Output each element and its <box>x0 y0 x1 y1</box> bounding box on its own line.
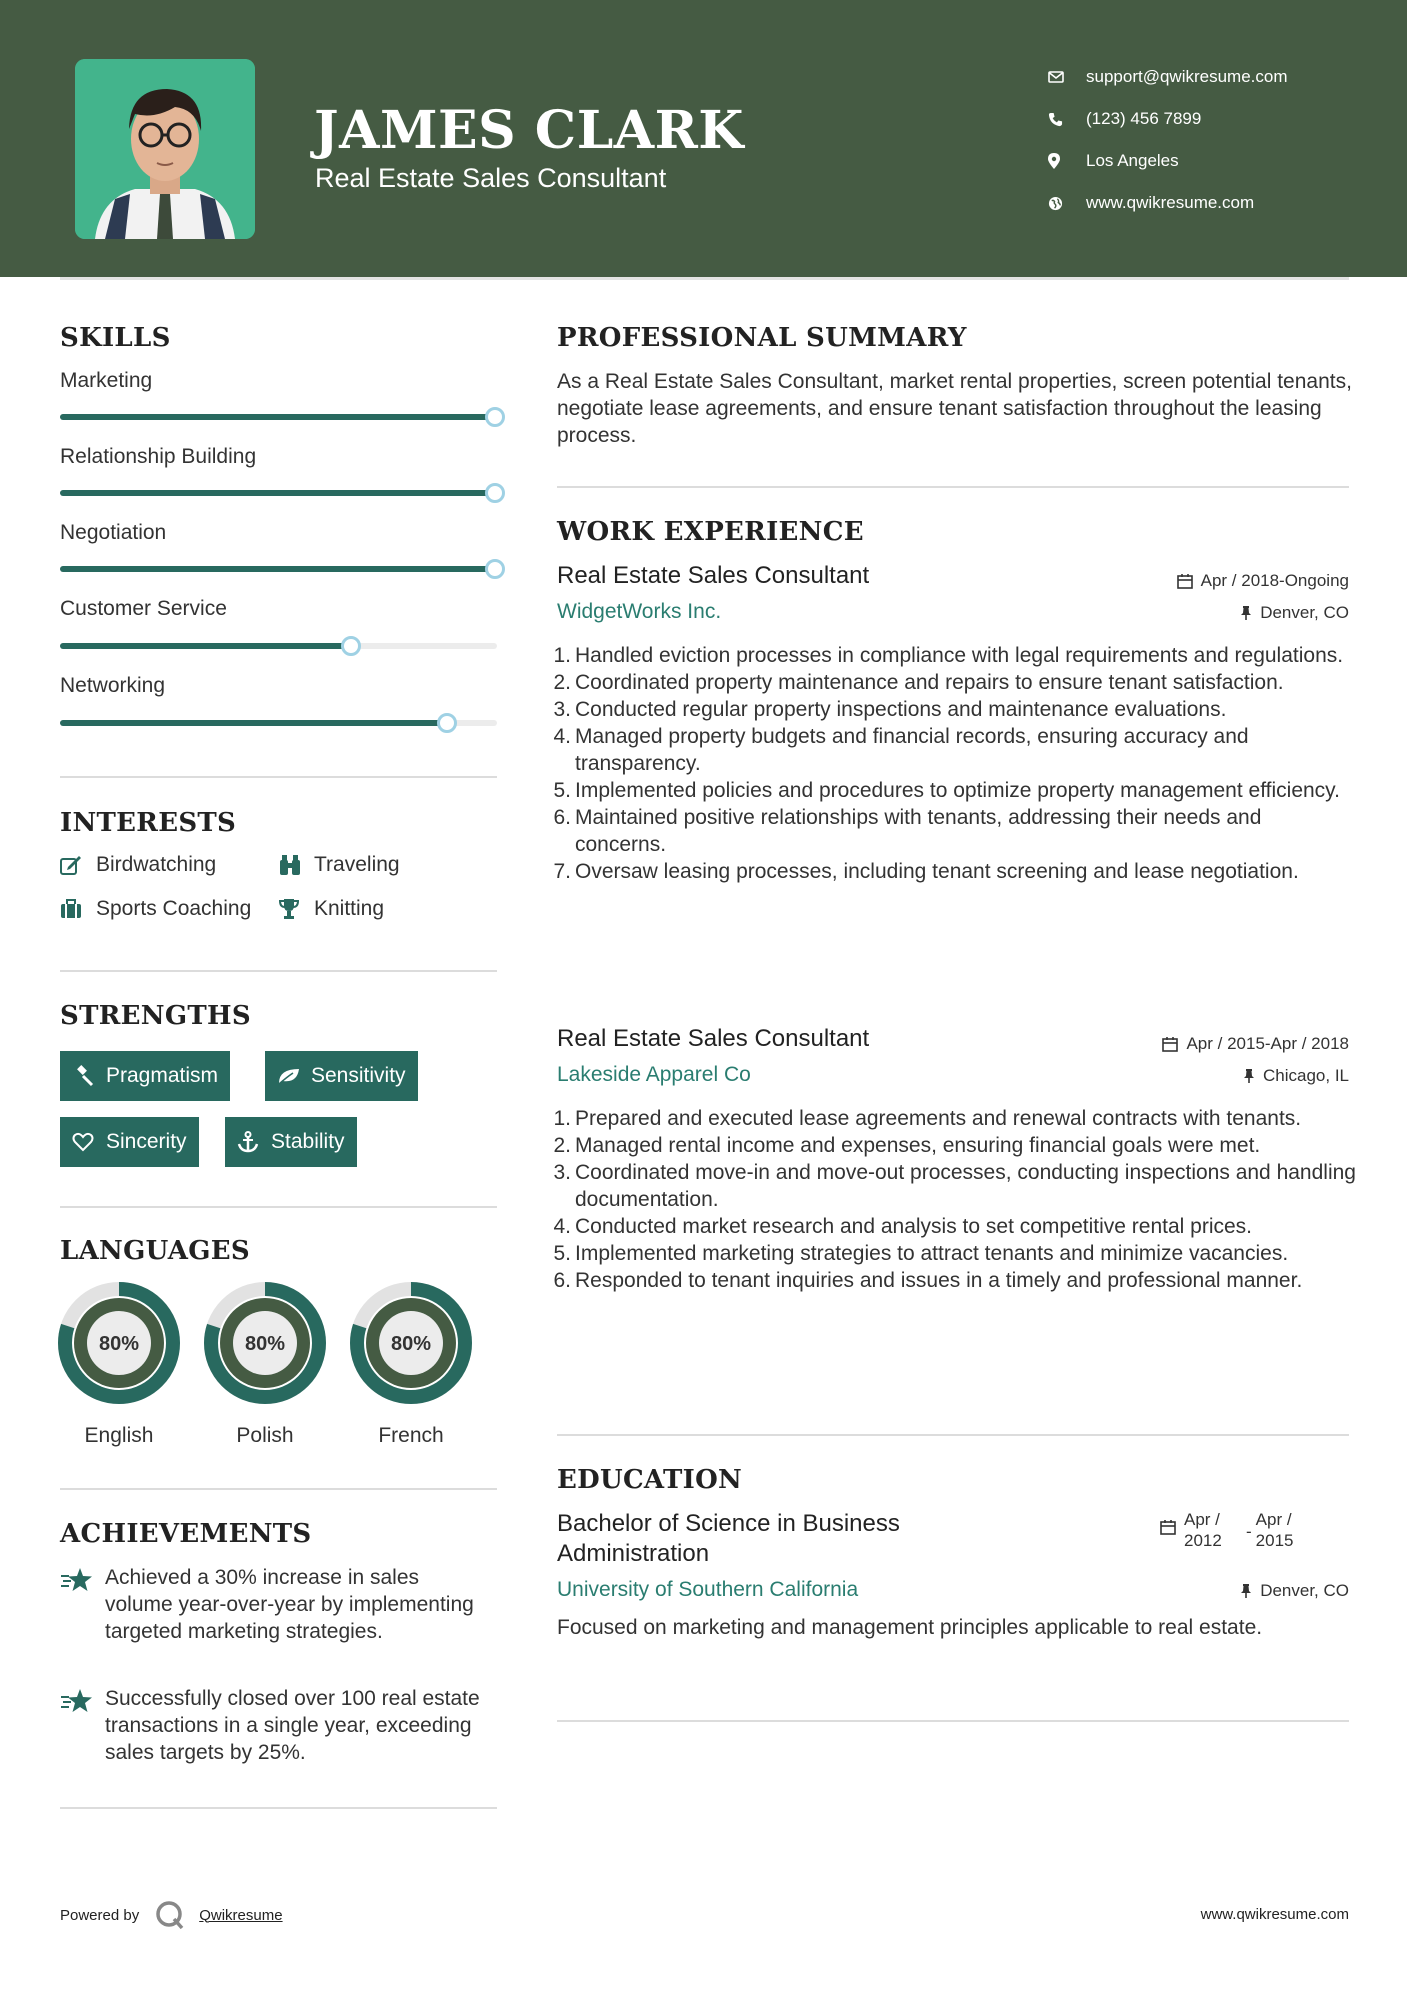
duty-text: Maintained positive relationships with tenants, addressing their needs and concerns. <box>575 806 1262 856</box>
duty-item: 4. Managed property budgets and financial records, ensuring accuracy and transparency. <box>553 725 1249 775</box>
skill-bar-fill <box>60 414 497 420</box>
footer-website[interactable]: www.qwikresume.com <box>1200 1906 1349 1923</box>
section-divider <box>557 486 1349 488</box>
duty-text: Coordinated property maintenance and repairs to ensure tenant satisfaction. <box>575 671 1284 694</box>
calendar-icon <box>1162 1036 1178 1052</box>
edit-icon <box>60 855 96 875</box>
strengths-heading: STRENGTHS <box>60 1001 251 1031</box>
calendar-icon <box>1160 1519 1176 1540</box>
interest-item <box>60 853 216 877</box>
duty-item: 7. Oversaw leasing processes, including tenant screening and lease negotiation. <box>553 860 1299 883</box>
duty-item: 5. Implemented policies and procedures to optimize property management efficiency. <box>553 779 1340 802</box>
strength-tag <box>60 1117 199 1167</box>
calendar-icon <box>1177 573 1193 589</box>
interest-item <box>278 853 400 877</box>
school-name: University of Southern California <box>557 1578 859 1601</box>
language-ring <box>349 1281 473 1405</box>
interest-item <box>278 897 384 921</box>
interest-label: Sports Coaching <box>96 897 252 920</box>
qwikresume-link[interactable]: Qwikresume <box>199 1906 283 1924</box>
duty-text: Conducted market research and analysis to set competitive rental prices. <box>575 1215 1252 1238</box>
language-item <box>349 1281 473 1448</box>
strength-label: Sensitivity <box>311 1064 406 1087</box>
job-dates <box>1177 571 1349 591</box>
language-percent: 80% <box>98 1333 140 1355</box>
job-location-text: Chicago, IL <box>1263 1066 1349 1085</box>
job-dates-text: Apr / 2015-Apr / 2018 <box>1186 1034 1349 1053</box>
job-company: WidgetWorks Inc. <box>557 600 722 623</box>
star-icon <box>60 1564 105 1645</box>
education-dates <box>1160 1509 1300 1551</box>
skill-bar-knob <box>485 483 505 503</box>
skill-label: Customer Service <box>60 597 227 620</box>
achievement-item <box>60 1564 490 1645</box>
duty-text: Oversaw leasing processes, including tenant screening and lease negotiation. <box>575 860 1299 883</box>
education-location <box>1240 1581 1349 1601</box>
pushpin-icon <box>1240 1583 1252 1599</box>
pushpin-icon <box>1240 605 1252 621</box>
duty-item: 6. Responded to tenant inquiries and issues in a timely and professional manner. <box>553 1269 1303 1292</box>
duty-item: 2. Coordinated property maintenance and repairs to ensure tenant satisfaction. <box>553 671 1284 694</box>
binoculars-icon <box>278 854 314 876</box>
duty-item: 1. Prepared and executed lease agreements and renewal contracts with tenants. <box>553 1107 1302 1130</box>
skill-bar <box>60 643 497 649</box>
duty-item: 3. Conducted regular property inspections and maintenance evaluations. <box>553 698 1227 721</box>
skill-label: Negotiation <box>60 521 167 544</box>
strength-label: Stability <box>271 1130 345 1153</box>
footer-powered-by <box>60 1900 283 1930</box>
language-item <box>57 1281 181 1448</box>
job-location-text: Denver, CO <box>1260 603 1349 622</box>
work-heading: WORK EXPERIENCE <box>557 517 864 547</box>
duty-text: Managed property budgets and financial records, ensuring accuracy and transparency. <box>575 725 1249 775</box>
duty-text: Managed rental income and expenses, ensuring financial goals were met. <box>575 1134 1261 1157</box>
education-date-dash: - <box>1246 1522 1252 1541</box>
interest-item <box>60 897 251 921</box>
duty-item: 6. Maintained positive relationships with tenants, addressing their needs and concerns. <box>553 806 1262 856</box>
job-location <box>1243 1066 1349 1086</box>
section-divider <box>60 776 497 778</box>
skill-label: Networking <box>60 674 166 697</box>
language-item <box>203 1281 327 1448</box>
job-dates-text: Apr / 2018-Ongoing <box>1200 571 1349 590</box>
pushpin-icon <box>1243 1068 1255 1084</box>
strength-tag <box>60 1051 230 1101</box>
achievement-item <box>60 1685 490 1766</box>
candidate-title: Real Estate Sales Consultant <box>315 163 667 193</box>
duty-text: Responded to tenant inquiries and issues in a timely and professional manner. <box>575 1269 1303 1292</box>
skill-bar <box>60 414 497 420</box>
job-location <box>1240 603 1349 623</box>
skill-bar-knob <box>485 559 505 579</box>
education-location-text: Denver, CO <box>1260 1581 1349 1600</box>
profile-photo <box>75 59 255 239</box>
contact-email-text: support@qwikresume.com <box>1086 67 1288 86</box>
achievement-text: Successfully closed over 100 real estate transactions in a single year, exceeding sales targets by 25%. <box>105 1687 480 1764</box>
education-end: Apr / 2015 <box>1255 1510 1294 1550</box>
summary-heading: PROFESSIONAL SUMMARY <box>557 323 967 353</box>
location-pin-icon <box>1048 153 1086 169</box>
skills-heading: SKILLS <box>60 323 171 353</box>
strength-tag <box>265 1051 418 1101</box>
briefcase-icon <box>60 899 96 919</box>
contact-phone-text: (123) 456 7899 <box>1086 109 1202 128</box>
skill-bar <box>60 490 497 496</box>
job-title: Real Estate Sales Consultant <box>557 1025 870 1052</box>
skill-bar-fill <box>60 643 353 649</box>
job-dates <box>1162 1034 1349 1054</box>
duty-list <box>553 1105 1357 1294</box>
anchor-icon <box>237 1131 271 1153</box>
section-divider <box>60 1807 497 1809</box>
contact-location <box>1048 140 1288 182</box>
education-start: Apr / 2012 <box>1184 1510 1222 1550</box>
achievements-heading: ACHIEVEMENTS <box>60 1519 312 1549</box>
duty-text: Coordinated move-in and move-out processes, conducting inspections and handling documentation. <box>575 1161 1356 1211</box>
skill-bar-knob <box>341 636 361 656</box>
heart-icon <box>72 1132 106 1152</box>
skill-bar <box>60 720 497 726</box>
gavel-icon <box>72 1065 106 1087</box>
duty-text: Implemented marketing strategies to attract tenants and minimize vacancies. <box>575 1242 1289 1265</box>
language-label: English <box>84 1424 154 1447</box>
resume-header <box>0 0 1407 277</box>
language-ring <box>57 1281 181 1405</box>
globe-icon <box>1048 196 1086 211</box>
contact-list <box>1048 56 1288 224</box>
duty-item: 1. Handled eviction processes in compliance with legal requirements and regulations. <box>553 644 1344 667</box>
duty-item: 4. Conducted market research and analysis to set competitive rental prices. <box>553 1215 1252 1238</box>
degree-title: Bachelor of Science in Business Administration <box>557 1510 900 1567</box>
contact-website-text: www.qwikresume.com <box>1086 193 1255 212</box>
education-heading: EDUCATION <box>557 1465 743 1495</box>
trophy-icon <box>278 898 314 920</box>
section-divider <box>60 1488 497 1490</box>
strength-label: Sincerity <box>106 1130 187 1153</box>
languages-heading: LANGUAGES <box>60 1236 250 1266</box>
duty-item: 2. Managed rental income and expenses, ensuring financial goals were met. <box>553 1134 1261 1157</box>
skill-label: Relationship Building <box>60 445 257 468</box>
duty-text: Prepared and executed lease agreements and renewal contracts with tenants. <box>575 1107 1302 1130</box>
duty-list <box>553 642 1357 885</box>
interests-heading: INTERESTS <box>60 808 237 838</box>
star-icon <box>60 1685 105 1766</box>
job-company: Lakeside Apparel Co <box>557 1063 751 1086</box>
job-title: Real Estate Sales Consultant <box>557 562 870 589</box>
summary-text: As a Real Estate Sales Consultant, market rental properties, screen potential tenants, negotiate lease agreements, and ensure tenant satisfaction throughout the leasing process. <box>557 370 1352 447</box>
duty-item: 5. Implemented marketing strategies to attract tenants and minimize vacancies. <box>553 1242 1289 1265</box>
phone-icon <box>1048 112 1086 127</box>
section-divider <box>60 970 497 972</box>
leaf-icon <box>277 1067 311 1085</box>
candidate-name: JAMES CLARK <box>314 100 745 161</box>
email-icon <box>1048 71 1086 83</box>
section-divider <box>557 1720 1349 1722</box>
contact-website[interactable] <box>1048 182 1288 224</box>
language-percent: 80% <box>244 1333 286 1355</box>
skill-bar-knob <box>485 407 505 427</box>
language-percent: 80% <box>390 1333 432 1355</box>
contact-email[interactable] <box>1048 56 1288 98</box>
duty-item: 3. Coordinated move-in and move-out processes, conducting inspections and handling documentation. <box>553 1161 1356 1211</box>
language-label: French <box>378 1424 444 1447</box>
interest-label: Traveling <box>314 853 400 876</box>
skill-label: Marketing <box>60 369 153 392</box>
contact-location-text: Los Angeles <box>1086 151 1179 170</box>
duty-text: Implemented policies and procedures to optimize property management efficiency. <box>575 779 1340 802</box>
contact-phone[interactable] <box>1048 98 1288 140</box>
skill-bar-fill <box>60 566 497 572</box>
language-ring <box>203 1281 327 1405</box>
language-label: Polish <box>236 1424 294 1447</box>
duty-text: Handled eviction processes in compliance with legal requirements and regulations. <box>575 644 1344 667</box>
header-divider <box>60 277 1349 280</box>
section-divider <box>60 1206 497 1208</box>
duty-text: Conducted regular property inspections and maintenance evaluations. <box>575 698 1227 721</box>
achievement-text: Achieved a 30% increase in sales volume year-over-year by implementing targeted marketing strategies. <box>105 1566 474 1643</box>
section-divider <box>557 1434 1349 1436</box>
skill-bar-fill <box>60 490 497 496</box>
skill-bar-knob <box>437 713 457 733</box>
skill-bar-fill <box>60 720 449 726</box>
interest-label: Knitting <box>314 897 385 920</box>
strength-tag <box>225 1117 357 1167</box>
powered-by-text: Powered by <box>60 1906 140 1924</box>
interest-label: Birdwatching <box>96 853 217 876</box>
qwikresume-logo-icon <box>155 1900 185 1930</box>
education-description: Focused on marketing and management principles applicable to real estate. <box>557 1616 1263 1639</box>
strength-label: Pragmatism <box>106 1064 219 1087</box>
skill-bar <box>60 566 497 572</box>
